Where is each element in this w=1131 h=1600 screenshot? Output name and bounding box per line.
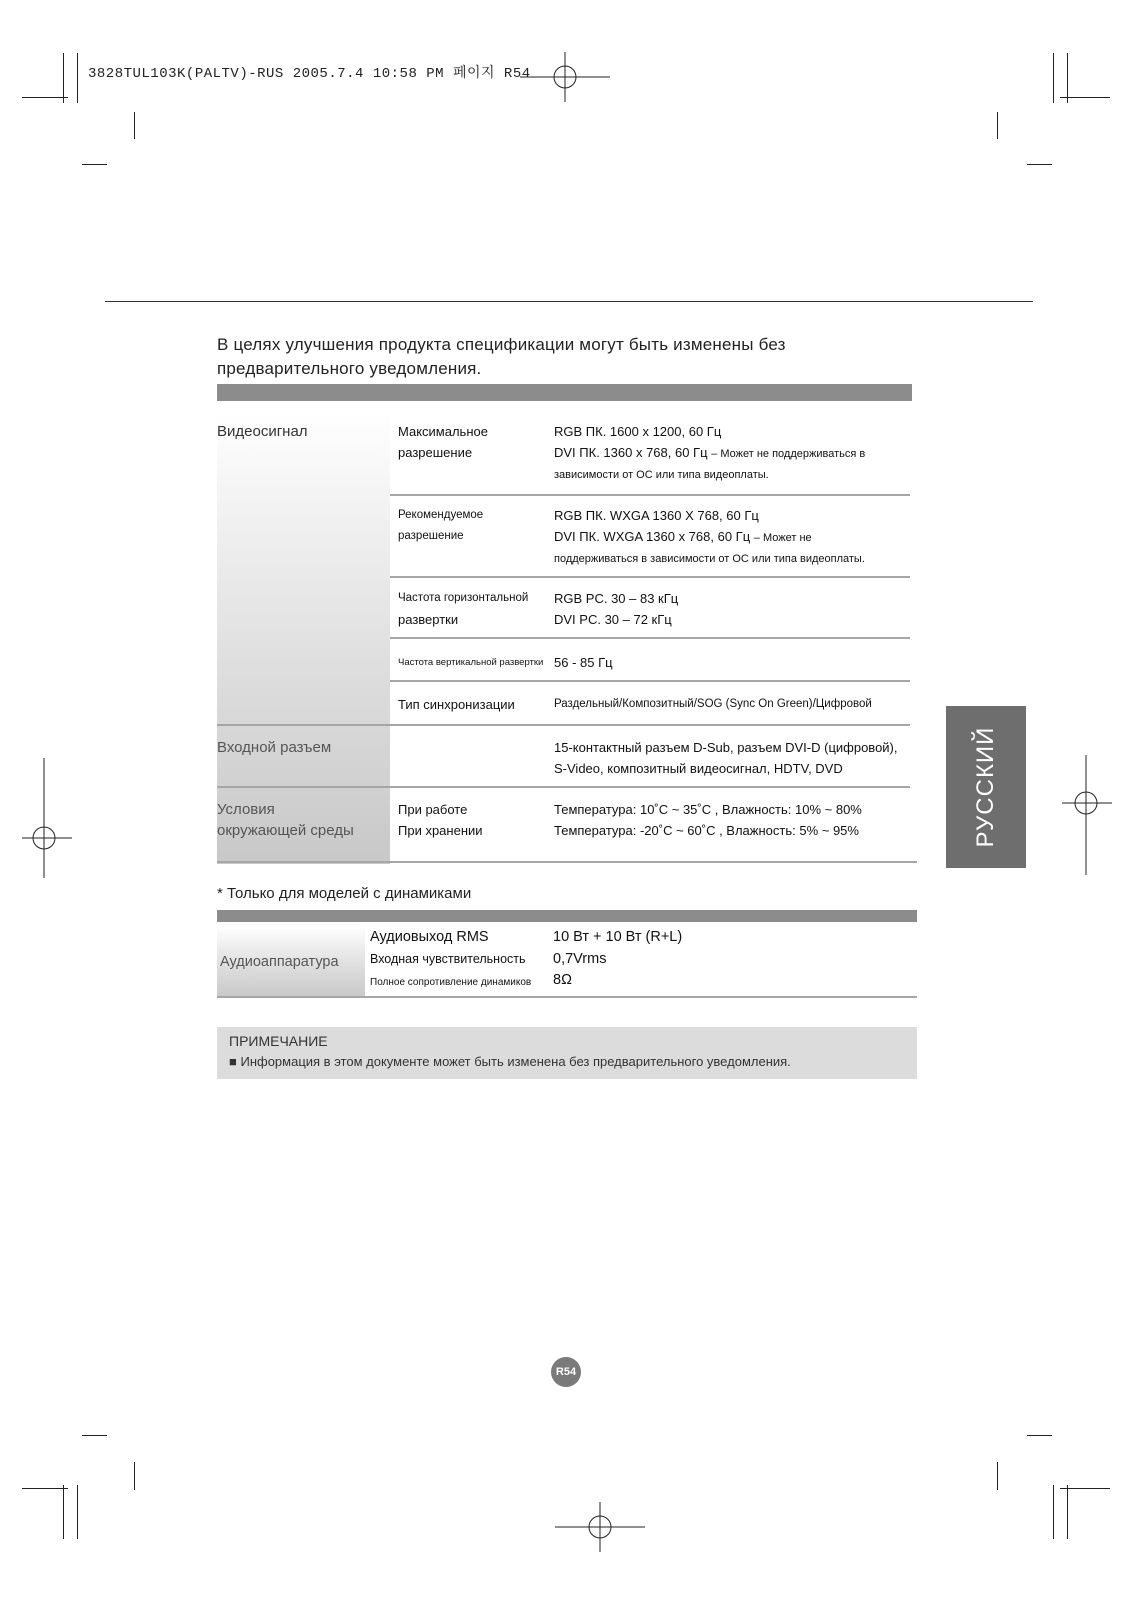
- label-audio-imp: Полное сопротивление динамиков: [370, 977, 532, 988]
- row-divider: [390, 680, 910, 682]
- label-rec-res: Рекомендуемое разрешение: [398, 509, 484, 542]
- value-audio-imp: 8Ω: [553, 972, 572, 988]
- note-text: ■ Информация в этом документе может быть изменена без предварительного уведомления.: [229, 1054, 791, 1069]
- table-bottom-rule: [217, 861, 917, 863]
- label-env: При работе При хранении: [398, 802, 483, 838]
- value-vfreq: 56 - 85 Гц: [554, 655, 613, 670]
- row-divider: [390, 637, 910, 639]
- row-divider: [217, 786, 910, 788]
- label-sync: Тип синхронизации: [398, 697, 515, 712]
- audio-header-bar: [217, 910, 917, 922]
- value-env: Температура: 10˚C ~ 35˚C , Влажность: 10% ~ 80% Температура: -20˚C ~ 60˚C , Влажность: 5% ~ 95%: [554, 802, 862, 838]
- row-divider: [390, 494, 910, 496]
- category-video: Видеосигнал: [217, 423, 308, 440]
- value-audio-rms: 10 Вт + 10 Вт (R+L): [553, 929, 683, 945]
- category-audio: Аудиоаппаратура: [220, 954, 339, 970]
- intro-text: [217, 333, 897, 381]
- note-title: ПРИМЕЧАНИЕ: [229, 1033, 328, 1049]
- value-audio-sens: 0,7Vrms: [553, 951, 607, 967]
- registration-mark-bottom: [555, 1502, 645, 1552]
- bullet-icon: ■: [229, 1054, 241, 1069]
- label-audio-rms: Аудиовыход RMS: [370, 929, 489, 945]
- print-header: 3828TUL103K(PALTV)-RUS 2005.7.4 10:58 PM 페이지 R54: [88, 66, 531, 82]
- registration-mark-top: [520, 52, 610, 102]
- speaker-note: * Только для моделей с динамиками: [217, 885, 472, 902]
- top-rule: [105, 301, 1033, 302]
- label-max-res: Максимальное разрешение: [398, 424, 488, 460]
- label-audio-sens: Входная чувствительность: [370, 952, 526, 966]
- value-sync: Раздельный/Композитный/SOG (Sync On Green)/Цифровой: [554, 698, 872, 710]
- label-hfreq: Частота горизонтальной развертки: [398, 592, 529, 627]
- label-vfreq: Частота вертикальной развертки: [398, 657, 544, 668]
- spec-table-header-bar: [217, 384, 912, 401]
- category-column: [217, 412, 390, 864]
- language-tab: [946, 706, 1026, 868]
- value-hfreq: RGB PC. 30 – 83 кГц DVI PC. 30 – 72 кГц: [554, 591, 679, 627]
- audio-bottom-rule: [217, 996, 917, 998]
- row-divider: [390, 576, 910, 578]
- category-input: Входной разъем: [217, 739, 332, 756]
- value-max-res: RGB ПК. 1600 x 1200, 60 Гц DVI ПК. 1360 x 768, 60 Гц – Может не поддерживаться в зависимости от ОС или типа видеоплаты.: [554, 424, 866, 481]
- registration-mark-left: [22, 758, 72, 878]
- language-tab-label: РУССКИЙ: [972, 726, 999, 848]
- page-number-badge: R54: [551, 1357, 581, 1387]
- intro-line-2: предварительного уведомления.: [217, 359, 482, 378]
- registration-mark-right: [1062, 755, 1112, 875]
- value-input: 15-контактный разъем D-Sub, разъем DVI-D (цифровой), S-Video, композитный видеосигнал, HDTV, DVD: [554, 740, 898, 776]
- row-divider: [217, 724, 910, 726]
- intro-line-1: В целях улучшения продукта спецификации могут быть изменены без: [217, 335, 786, 354]
- category-env: Условия окружающей среды: [217, 801, 354, 839]
- value-rec-res: RGB ПК. WXGA 1360 X 768, 60 Гц DVI ПК. WXGA 1360 x 768, 60 Гц – Может не поддерживаться в зависимости от ОС или типа видеоплаты.: [554, 508, 865, 565]
